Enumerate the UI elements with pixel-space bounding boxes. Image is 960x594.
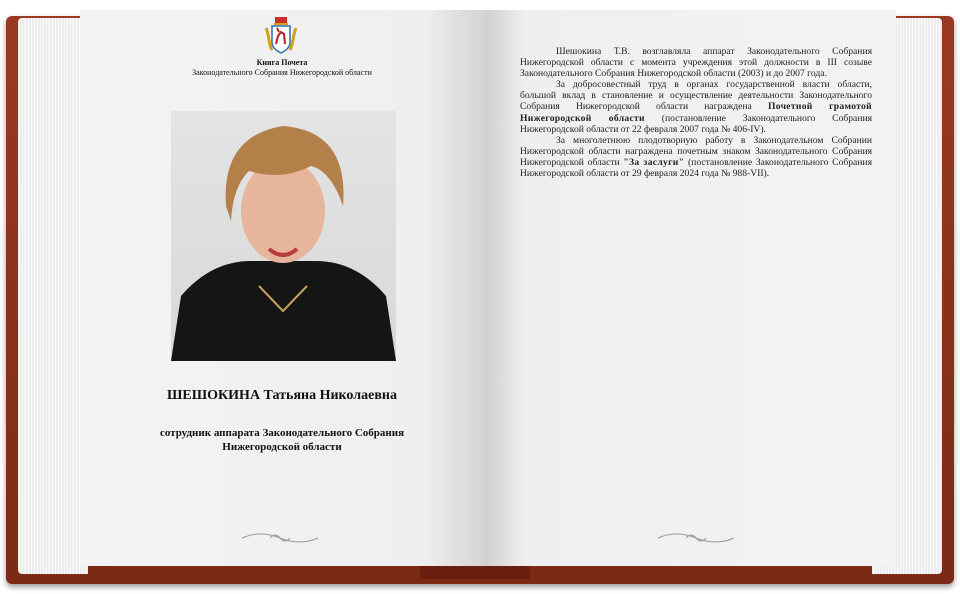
portrait-photo <box>171 111 396 361</box>
page-stack-left <box>18 18 88 574</box>
role-line-1: сотрудник аппарата Законодательного Собрания <box>159 427 405 439</box>
ornament-icon <box>240 530 320 546</box>
coat-of-arms-icon <box>263 16 299 56</box>
bio-text: За многолетнюю плодотворную работу в Законодательном Собрании Нижегородской области награждена почетным знаком Законодательного Собрания Нижегородской области <box>520 134 872 168</box>
bookmark-ribbon <box>420 565 530 579</box>
bio-paragraph-1: Шешокина Т.В. возглавляла аппарат Законодательного Собрания Нижегородской области с момента учреждения этой должности в III созыве Законодательного Собрания Нижегородской области (2003) и до 2007 года. <box>520 46 872 80</box>
biography-text <box>520 46 872 179</box>
bio-text: (постановление Законодательного Собрания Нижегородской области от 29 февраля 2024 года № 988-VII). <box>520 156 872 180</box>
award-name: Почетной грамотой Нижегородской области <box>520 101 872 124</box>
bio-paragraph-3 <box>520 135 872 179</box>
ornament-icon <box>656 530 736 546</box>
bio-text: (постановление Законодательного Собрания Нижегородской области от 22 февраля 2007 года № 406-IV). <box>520 112 872 135</box>
bio-text: За добросовестный труд в органах государственной власти области, большой вклад в становление и осуществление деятельности Законодательного Собрания Нижегородской области награждена <box>520 79 872 113</box>
person-name: ШЕШОКИНА Татьяна Николаевна <box>167 388 397 403</box>
person-role <box>80 426 484 454</box>
book-title: Книга Почета <box>256 58 308 67</box>
right-page <box>484 10 896 566</box>
award-name: "За заслуги" <box>623 156 685 168</box>
book-subtitle: Законодательного Собрания Нижегородской области <box>192 68 372 77</box>
left-page <box>80 10 484 566</box>
role-line-2: Нижегородской области <box>222 441 342 453</box>
bio-paragraph-2 <box>520 79 872 134</box>
